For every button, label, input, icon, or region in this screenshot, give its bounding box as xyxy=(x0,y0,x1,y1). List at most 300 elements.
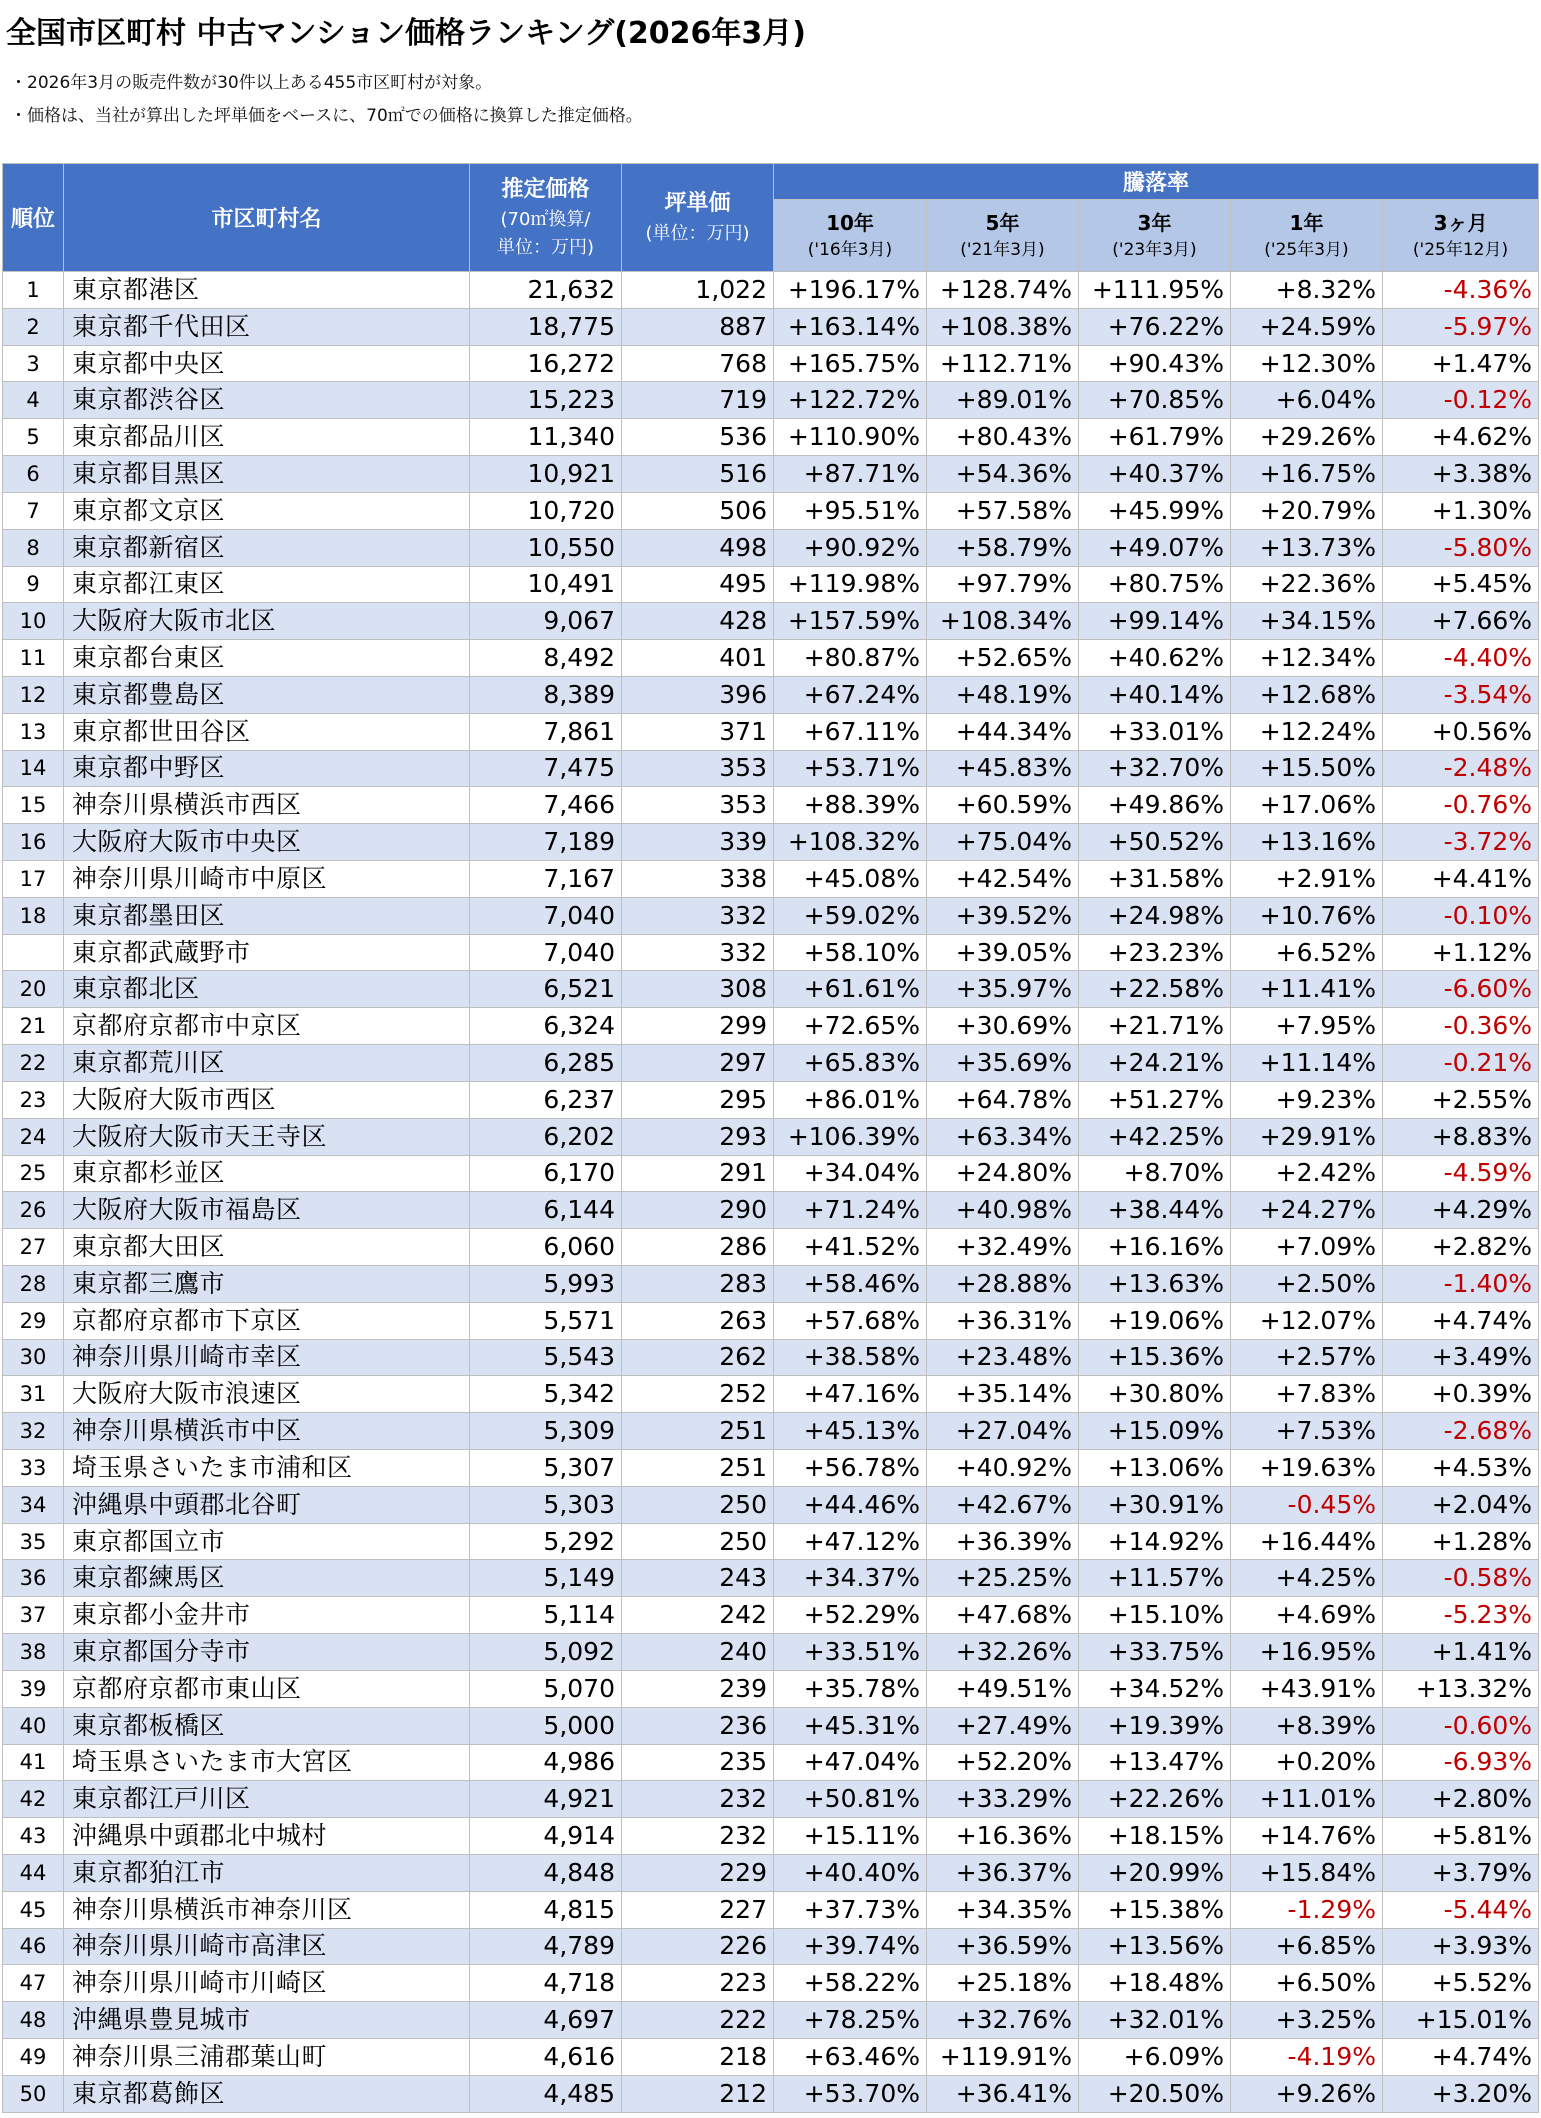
table-row xyxy=(3,566,1539,603)
municipality-cell: 京都府京都市東山区 xyxy=(64,1670,470,1707)
change-5y-cell: +64.78% xyxy=(927,1081,1079,1118)
change-3m-cell: +2.80% xyxy=(1383,1781,1539,1818)
header-period-1y xyxy=(1231,200,1383,272)
table-row xyxy=(3,1854,1539,1891)
price-cell: 7,475 xyxy=(470,750,622,787)
header-period-3y xyxy=(1079,200,1231,272)
municipality-cell: 東京都杉並区 xyxy=(64,1155,470,1192)
change-1y-cell: -4.19% xyxy=(1231,2039,1383,2076)
change-10y-cell: +86.01% xyxy=(774,1081,927,1118)
table-row xyxy=(3,1523,1539,1560)
rank-cell: 23 xyxy=(3,1081,64,1118)
price-cell: 8,492 xyxy=(470,640,622,677)
tsubo-price-cell: 240 xyxy=(622,1634,774,1671)
price-cell: 5,571 xyxy=(470,1302,622,1339)
municipality-cell: 沖縄県豊見城市 xyxy=(64,2002,470,2039)
municipality-cell: 神奈川県横浜市西区 xyxy=(64,787,470,824)
tsubo-price-cell: 299 xyxy=(622,1008,774,1045)
change-5y-cell: +52.20% xyxy=(927,1744,1079,1781)
change-10y-cell: +44.46% xyxy=(774,1486,927,1523)
change-10y-cell: +65.83% xyxy=(774,1045,927,1082)
price-cell: 4,815 xyxy=(470,1891,622,1928)
change-3y-cell: +19.39% xyxy=(1079,1707,1231,1744)
change-3m-cell: +1.41% xyxy=(1383,1634,1539,1671)
change-5y-cell: +39.52% xyxy=(927,897,1079,934)
municipality-cell: 東京都中央区 xyxy=(64,345,470,382)
change-1y-cell: +15.50% xyxy=(1231,750,1383,787)
tsubo-price-cell: 290 xyxy=(622,1192,774,1229)
change-1y-cell: +8.32% xyxy=(1231,272,1383,309)
change-5y-cell: +47.68% xyxy=(927,1597,1079,1634)
change-3y-cell: +70.85% xyxy=(1079,382,1231,419)
change-3y-cell: +24.98% xyxy=(1079,897,1231,934)
table-row xyxy=(3,971,1539,1008)
change-1y-cell: +12.30% xyxy=(1231,345,1383,382)
change-1y-cell: +13.16% xyxy=(1231,824,1383,861)
table-row xyxy=(3,1192,1539,1229)
change-5y-cell: +35.97% xyxy=(927,971,1079,1008)
change-3m-cell: +3.49% xyxy=(1383,1339,1539,1376)
change-3m-cell: -2.48% xyxy=(1383,750,1539,787)
period-date: ('16年3月) xyxy=(807,239,893,260)
change-3y-cell: +21.71% xyxy=(1079,1008,1231,1045)
rank-cell: 29 xyxy=(3,1302,64,1339)
change-1y-cell: +16.75% xyxy=(1231,456,1383,493)
change-3m-cell: +2.82% xyxy=(1383,1229,1539,1266)
change-3m-cell: +4.62% xyxy=(1383,419,1539,456)
change-1y-cell: +9.26% xyxy=(1231,2075,1383,2112)
change-10y-cell: +47.12% xyxy=(774,1523,927,1560)
rank-cell: 18 xyxy=(3,897,64,934)
change-10y-cell: +163.14% xyxy=(774,308,927,345)
price-cell: 4,921 xyxy=(470,1781,622,1818)
change-10y-cell: +108.32% xyxy=(774,824,927,861)
change-3m-cell: +4.74% xyxy=(1383,1302,1539,1339)
tsubo-price-cell: 251 xyxy=(622,1413,774,1450)
municipality-cell: 東京都葛飾区 xyxy=(64,2075,470,2112)
change-5y-cell: +25.25% xyxy=(927,1560,1079,1597)
change-10y-cell: +39.74% xyxy=(774,1928,927,1965)
change-10y-cell: +34.37% xyxy=(774,1560,927,1597)
rank-cell: 7 xyxy=(3,492,64,529)
change-3m-cell: +5.81% xyxy=(1383,1818,1539,1855)
tsubo-price-cell: 263 xyxy=(622,1302,774,1339)
change-3m-cell: -5.23% xyxy=(1383,1597,1539,1634)
change-1y-cell: +19.63% xyxy=(1231,1450,1383,1487)
table-row xyxy=(3,787,1539,824)
change-5y-cell: +36.39% xyxy=(927,1523,1079,1560)
tsubo-price-cell: 250 xyxy=(622,1523,774,1560)
change-3m-cell: -5.97% xyxy=(1383,308,1539,345)
table-row xyxy=(3,1818,1539,1855)
tsubo-price-cell: 218 xyxy=(622,2039,774,2076)
change-10y-cell: +45.08% xyxy=(774,861,927,898)
tsubo-price-cell: 235 xyxy=(622,1744,774,1781)
header-price-sub1: (70㎡換算/ xyxy=(500,208,591,230)
municipality-cell: 東京都豊島区 xyxy=(64,676,470,713)
table-row xyxy=(3,2075,1539,2112)
rank-cell: 11 xyxy=(3,640,64,677)
table-row xyxy=(3,713,1539,750)
change-5y-cell: +40.98% xyxy=(927,1192,1079,1229)
rank-cell: 5 xyxy=(3,419,64,456)
price-cell: 6,324 xyxy=(470,1008,622,1045)
tsubo-price-cell: 401 xyxy=(622,640,774,677)
municipality-cell: 東京都港区 xyxy=(64,272,470,309)
change-5y-cell: +27.49% xyxy=(927,1707,1079,1744)
change-10y-cell: +165.75% xyxy=(774,345,927,382)
tsubo-price-cell: 332 xyxy=(622,934,774,971)
municipality-cell: 東京都台東区 xyxy=(64,640,470,677)
municipality-cell: 東京都練馬区 xyxy=(64,1560,470,1597)
table-row xyxy=(3,1302,1539,1339)
change-10y-cell: +53.71% xyxy=(774,750,927,787)
change-5y-cell: +89.01% xyxy=(927,382,1079,419)
change-5y-cell: +32.26% xyxy=(927,1634,1079,1671)
tsubo-price-cell: 516 xyxy=(622,456,774,493)
change-3y-cell: +38.44% xyxy=(1079,1192,1231,1229)
header-rank: 順位 xyxy=(3,164,64,272)
tsubo-price-cell: 232 xyxy=(622,1781,774,1818)
change-10y-cell: +95.51% xyxy=(774,492,927,529)
tsubo-price-cell: 1,022 xyxy=(622,272,774,309)
change-10y-cell: +119.98% xyxy=(774,566,927,603)
municipality-cell: 京都府京都市下京区 xyxy=(64,1302,470,1339)
change-10y-cell: +67.24% xyxy=(774,676,927,713)
header-tsubo-sub: (単位：万円) xyxy=(645,222,750,244)
change-10y-cell: +45.13% xyxy=(774,1413,927,1450)
change-5y-cell: +35.14% xyxy=(927,1376,1079,1413)
change-1y-cell: -1.29% xyxy=(1231,1891,1383,1928)
rank-cell: 30 xyxy=(3,1339,64,1376)
header-price-sub2: 単位：万円) xyxy=(496,236,595,258)
change-1y-cell: +29.26% xyxy=(1231,419,1383,456)
tsubo-price-cell: 338 xyxy=(622,861,774,898)
rank-cell: 1 xyxy=(3,272,64,309)
change-10y-cell: +78.25% xyxy=(774,2002,927,2039)
change-3m-cell: -0.76% xyxy=(1383,787,1539,824)
change-10y-cell: +15.11% xyxy=(774,1818,927,1855)
table-row xyxy=(3,382,1539,419)
change-1y-cell: +11.14% xyxy=(1231,1045,1383,1082)
change-3m-cell: -0.21% xyxy=(1383,1045,1539,1082)
change-3y-cell: +49.07% xyxy=(1079,529,1231,566)
municipality-cell: 東京都大田区 xyxy=(64,1229,470,1266)
municipality-cell: 大阪府大阪市天王寺区 xyxy=(64,1118,470,1155)
rank-cell: 26 xyxy=(3,1192,64,1229)
rank-cell: 13 xyxy=(3,713,64,750)
rank-cell: 15 xyxy=(3,787,64,824)
change-3y-cell: +40.62% xyxy=(1079,640,1231,677)
change-5y-cell: +28.88% xyxy=(927,1265,1079,1302)
tsubo-price-cell: 308 xyxy=(622,971,774,1008)
municipality-cell: 大阪府大阪市浪速区 xyxy=(64,1376,470,1413)
change-3y-cell: +13.47% xyxy=(1079,1744,1231,1781)
price-cell: 5,149 xyxy=(470,1560,622,1597)
table-row xyxy=(3,2002,1539,2039)
change-5y-cell: +39.05% xyxy=(927,934,1079,971)
table-row xyxy=(3,456,1539,493)
change-10y-cell: +47.16% xyxy=(774,1376,927,1413)
price-cell: 4,848 xyxy=(470,1854,622,1891)
change-10y-cell: +63.46% xyxy=(774,2039,927,2076)
change-5y-cell: +36.37% xyxy=(927,1854,1079,1891)
table-row xyxy=(3,897,1539,934)
rank-cell: 24 xyxy=(3,1118,64,1155)
table-row xyxy=(3,750,1539,787)
change-10y-cell: +71.24% xyxy=(774,1192,927,1229)
rank-cell xyxy=(3,934,64,971)
change-3m-cell: +5.52% xyxy=(1383,1965,1539,2002)
tsubo-price-cell: 251 xyxy=(622,1450,774,1487)
tsubo-price-cell: 506 xyxy=(622,492,774,529)
price-cell: 5,070 xyxy=(470,1670,622,1707)
change-10y-cell: +90.92% xyxy=(774,529,927,566)
change-3m-cell: -4.59% xyxy=(1383,1155,1539,1192)
change-10y-cell: +196.17% xyxy=(774,272,927,309)
rank-cell: 34 xyxy=(3,1486,64,1523)
tsubo-price-cell: 242 xyxy=(622,1597,774,1634)
change-3m-cell: +1.12% xyxy=(1383,934,1539,971)
header-price xyxy=(470,164,622,272)
table-row xyxy=(3,640,1539,677)
change-3y-cell: +15.10% xyxy=(1079,1597,1231,1634)
price-cell: 5,092 xyxy=(470,1634,622,1671)
municipality-cell: 沖縄県中頭郡北中城村 xyxy=(64,1818,470,1855)
change-3m-cell: -2.68% xyxy=(1383,1413,1539,1450)
municipality-cell: 神奈川県川崎市中原区 xyxy=(64,861,470,898)
table-row xyxy=(3,492,1539,529)
municipality-cell: 神奈川県横浜市中区 xyxy=(64,1413,470,1450)
change-10y-cell: +58.22% xyxy=(774,1965,927,2002)
change-1y-cell: +10.76% xyxy=(1231,897,1383,934)
rank-cell: 27 xyxy=(3,1229,64,1266)
price-cell: 9,067 xyxy=(470,603,622,640)
tsubo-price-cell: 353 xyxy=(622,750,774,787)
change-1y-cell: +2.50% xyxy=(1231,1265,1383,1302)
price-cell: 21,632 xyxy=(470,272,622,309)
change-3y-cell: +8.70% xyxy=(1079,1155,1231,1192)
table-row xyxy=(3,1928,1539,1965)
change-3y-cell: +33.75% xyxy=(1079,1634,1231,1671)
header-period-5y xyxy=(927,200,1079,272)
change-10y-cell: +58.46% xyxy=(774,1265,927,1302)
change-5y-cell: +16.36% xyxy=(927,1818,1079,1855)
tsubo-price-cell: 339 xyxy=(622,824,774,861)
change-1y-cell: +2.57% xyxy=(1231,1339,1383,1376)
rank-cell: 45 xyxy=(3,1891,64,1928)
table-row xyxy=(3,1781,1539,1818)
table-row xyxy=(3,1339,1539,1376)
change-10y-cell: +110.90% xyxy=(774,419,927,456)
change-3y-cell: +13.63% xyxy=(1079,1265,1231,1302)
rank-cell: 3 xyxy=(3,345,64,382)
price-cell: 5,292 xyxy=(470,1523,622,1560)
change-10y-cell: +61.61% xyxy=(774,971,927,1008)
change-1y-cell: +20.79% xyxy=(1231,492,1383,529)
price-cell: 5,993 xyxy=(470,1265,622,1302)
municipality-cell: 東京都目黒区 xyxy=(64,456,470,493)
tsubo-price-cell: 262 xyxy=(622,1339,774,1376)
change-3m-cell: +1.47% xyxy=(1383,345,1539,382)
page-title: 全国市区町村 中古マンション価格ランキング(2026年3月) xyxy=(6,16,806,51)
change-3y-cell: +20.99% xyxy=(1079,1854,1231,1891)
price-cell: 18,775 xyxy=(470,308,622,345)
price-cell: 7,040 xyxy=(470,897,622,934)
tsubo-price-cell: 498 xyxy=(622,529,774,566)
change-3m-cell: -0.12% xyxy=(1383,382,1539,419)
change-3y-cell: +111.95% xyxy=(1079,272,1231,309)
change-3y-cell: +99.14% xyxy=(1079,603,1231,640)
municipality-cell: 東京都国分寺市 xyxy=(64,1634,470,1671)
rank-cell: 6 xyxy=(3,456,64,493)
table-row xyxy=(3,1707,1539,1744)
price-cell: 10,921 xyxy=(470,456,622,493)
rank-cell: 46 xyxy=(3,1928,64,1965)
price-cell: 4,697 xyxy=(470,2002,622,2039)
period-label: 3年 xyxy=(1137,210,1172,235)
rank-cell: 35 xyxy=(3,1523,64,1560)
change-1y-cell: +3.25% xyxy=(1231,2002,1383,2039)
rank-cell: 28 xyxy=(3,1265,64,1302)
change-5y-cell: +54.36% xyxy=(927,456,1079,493)
price-cell: 5,000 xyxy=(470,1707,622,1744)
rank-cell: 32 xyxy=(3,1413,64,1450)
change-1y-cell: +12.34% xyxy=(1231,640,1383,677)
price-cell: 5,307 xyxy=(470,1450,622,1487)
change-3y-cell: +13.06% xyxy=(1079,1450,1231,1487)
table-row xyxy=(3,2039,1539,2076)
price-cell: 5,543 xyxy=(470,1339,622,1376)
change-1y-cell: +0.20% xyxy=(1231,1744,1383,1781)
change-3m-cell: -3.54% xyxy=(1383,676,1539,713)
table-row xyxy=(3,1670,1539,1707)
change-5y-cell: +108.38% xyxy=(927,308,1079,345)
rank-cell: 16 xyxy=(3,824,64,861)
ranking-table-body xyxy=(3,272,1539,2113)
header-period-3m xyxy=(1383,200,1539,272)
change-5y-cell: +35.69% xyxy=(927,1045,1079,1082)
rank-cell: 43 xyxy=(3,1818,64,1855)
change-10y-cell: +50.81% xyxy=(774,1781,927,1818)
municipality-cell: 東京都荒川区 xyxy=(64,1045,470,1082)
table-row xyxy=(3,1155,1539,1192)
municipality-cell: 東京都千代田区 xyxy=(64,308,470,345)
change-3m-cell: +0.56% xyxy=(1383,713,1539,750)
change-3m-cell: -3.72% xyxy=(1383,824,1539,861)
tsubo-price-cell: 332 xyxy=(622,897,774,934)
change-1y-cell: +24.27% xyxy=(1231,1192,1383,1229)
table-row xyxy=(3,308,1539,345)
change-5y-cell: +24.80% xyxy=(927,1155,1079,1192)
change-1y-cell: +17.06% xyxy=(1231,787,1383,824)
change-3y-cell: +19.06% xyxy=(1079,1302,1231,1339)
change-1y-cell: +6.85% xyxy=(1231,1928,1383,1965)
period-label: 5年 xyxy=(985,210,1020,235)
change-5y-cell: +52.65% xyxy=(927,640,1079,677)
tsubo-price-cell: 768 xyxy=(622,345,774,382)
change-10y-cell: +40.40% xyxy=(774,1854,927,1891)
change-3m-cell: -0.58% xyxy=(1383,1560,1539,1597)
change-3m-cell: -6.93% xyxy=(1383,1744,1539,1781)
change-3m-cell: -4.36% xyxy=(1383,272,1539,309)
change-1y-cell: +43.91% xyxy=(1231,1670,1383,1707)
price-cell: 7,189 xyxy=(470,824,622,861)
municipality-cell: 神奈川県川崎市幸区 xyxy=(64,1339,470,1376)
change-5y-cell: +75.04% xyxy=(927,824,1079,861)
change-10y-cell: +88.39% xyxy=(774,787,927,824)
price-cell: 6,237 xyxy=(470,1081,622,1118)
period-date: ('25年12月) xyxy=(1412,239,1509,260)
change-3m-cell: +2.04% xyxy=(1383,1486,1539,1523)
price-cell: 4,914 xyxy=(470,1818,622,1855)
change-10y-cell: +58.10% xyxy=(774,934,927,971)
price-cell: 6,170 xyxy=(470,1155,622,1192)
header-price-label: 推定価格 xyxy=(501,176,590,202)
change-1y-cell: +16.95% xyxy=(1231,1634,1383,1671)
change-5y-cell: +119.91% xyxy=(927,2039,1079,2076)
change-5y-cell: +45.83% xyxy=(927,750,1079,787)
rank-cell: 41 xyxy=(3,1744,64,1781)
change-3m-cell: +15.01% xyxy=(1383,2002,1539,2039)
change-3m-cell: +13.32% xyxy=(1383,1670,1539,1707)
change-5y-cell: +57.58% xyxy=(927,492,1079,529)
change-1y-cell: +11.01% xyxy=(1231,1781,1383,1818)
header-name: 市区町村名 xyxy=(64,164,470,272)
change-5y-cell: +63.34% xyxy=(927,1118,1079,1155)
change-10y-cell: +56.78% xyxy=(774,1450,927,1487)
price-cell: 4,986 xyxy=(470,1744,622,1781)
change-3y-cell: +76.22% xyxy=(1079,308,1231,345)
change-5y-cell: +36.59% xyxy=(927,1928,1079,1965)
change-1y-cell: +2.42% xyxy=(1231,1155,1383,1192)
change-5y-cell: +97.79% xyxy=(927,566,1079,603)
change-3m-cell: -4.40% xyxy=(1383,640,1539,677)
change-3y-cell: +32.70% xyxy=(1079,750,1231,787)
period-label: 3ヶ月 xyxy=(1433,210,1488,235)
change-5y-cell: +34.35% xyxy=(927,1891,1079,1928)
period-date: ('23年3月) xyxy=(1112,239,1197,260)
table-row xyxy=(3,529,1539,566)
change-1y-cell: +6.52% xyxy=(1231,934,1383,971)
change-3m-cell: +3.93% xyxy=(1383,1928,1539,1965)
change-1y-cell: -0.45% xyxy=(1231,1486,1383,1523)
change-3m-cell: +4.74% xyxy=(1383,2039,1539,2076)
change-5y-cell: +48.19% xyxy=(927,676,1079,713)
change-3y-cell: +18.15% xyxy=(1079,1818,1231,1855)
table-row xyxy=(3,1744,1539,1781)
change-10y-cell: +33.51% xyxy=(774,1634,927,1671)
change-3y-cell: +30.91% xyxy=(1079,1486,1231,1523)
change-5y-cell: +27.04% xyxy=(927,1413,1079,1450)
change-3m-cell: -5.80% xyxy=(1383,529,1539,566)
tsubo-price-cell: 222 xyxy=(622,2002,774,2039)
tsubo-price-cell: 223 xyxy=(622,1965,774,2002)
rank-cell: 44 xyxy=(3,1854,64,1891)
change-1y-cell: +12.07% xyxy=(1231,1302,1383,1339)
change-1y-cell: +6.50% xyxy=(1231,1965,1383,2002)
table-row xyxy=(3,1450,1539,1487)
change-5y-cell: +30.69% xyxy=(927,1008,1079,1045)
change-3y-cell: +45.99% xyxy=(1079,492,1231,529)
note-price-method: ・価格は、当社が算出した坪単価をベースに、70㎡での価格に換算した推定価格。 xyxy=(10,106,643,126)
change-1y-cell: +29.91% xyxy=(1231,1118,1383,1155)
change-1y-cell: +12.24% xyxy=(1231,713,1383,750)
tsubo-price-cell: 252 xyxy=(622,1376,774,1413)
municipality-cell: 東京都渋谷区 xyxy=(64,382,470,419)
change-1y-cell: +24.59% xyxy=(1231,308,1383,345)
change-3y-cell: +34.52% xyxy=(1079,1670,1231,1707)
